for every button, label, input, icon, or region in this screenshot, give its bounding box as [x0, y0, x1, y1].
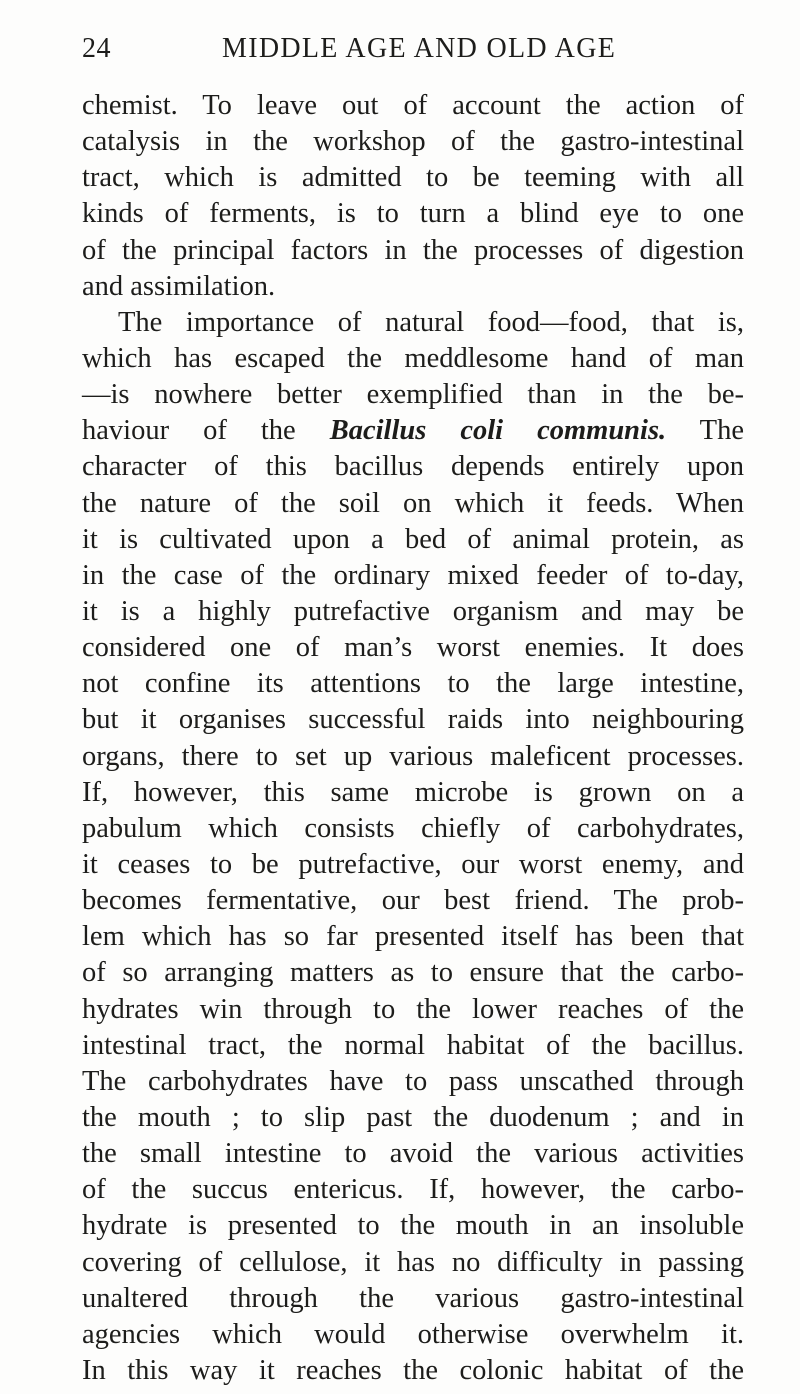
italic-species-name: Bacillus coli communis. [329, 415, 667, 447]
text-line: In this way it reaches the colonic habitat of the [82, 1354, 744, 1386]
text-line: considered one of man’s worst enemies. It does [82, 632, 744, 664]
text-line: agencies which would otherwise overwhelm it. [82, 1318, 744, 1350]
running-title: MIDDLE AGE AND OLD AGE [222, 33, 617, 64]
text-line: The carbohydrates have to pass unscathed through [82, 1065, 744, 1097]
text-line: it is cultivated upon a bed of animal protein, as [82, 523, 744, 555]
text-line: character of this bacillus depends entirely upon [82, 451, 744, 483]
text-line: which has escaped the meddlesome hand of man [82, 342, 744, 374]
body-text [82, 88, 744, 1389]
page-number: 24 [82, 33, 111, 64]
text-line: hydrates win through to the lower reaches of the [82, 993, 744, 1025]
text-run: The [666, 415, 744, 447]
text-line: tract, which is admitted to be teeming with all [82, 162, 744, 194]
text-line: the mouth ; to slip past the duodenum ; and in [82, 1101, 744, 1133]
text-line: not confine its attentions to the large intestine, [82, 668, 744, 700]
text-line: intestinal tract, the normal habitat of the bacillus. [82, 1029, 744, 1061]
text-line: organs, there to set up various maleficent processes. [82, 740, 744, 772]
text-line: of the succus entericus. If, however, the carbo- [82, 1174, 744, 1206]
text-line-with-italic [82, 413, 744, 449]
running-head [82, 33, 742, 73]
text-line: in the case of the ordinary mixed feeder of to-day, [82, 559, 744, 591]
text-line: chemist. To leave out of account the action of [82, 90, 744, 121]
text-line: of the principal factors in the processes of digestion [82, 234, 744, 266]
text-line: lem which has so far presented itself has been that [82, 921, 744, 953]
text-line: kinds of ferments, is to turn a blind eye to one [82, 198, 744, 230]
text-line: catalysis in the workshop of the gastro-intestinal [82, 126, 744, 158]
text-line: becomes fermentative, our best friend. The prob- [82, 885, 744, 917]
text-line: The importance of natural food—food, that is, [118, 306, 744, 338]
text-line: it is a highly putrefactive organism and may be [82, 595, 744, 627]
text-line: hydrate is presented to the mouth in an insoluble [82, 1210, 744, 1242]
text-line: covering of cellulose, it has no difficulty in passing [82, 1246, 744, 1278]
text-line: If, however, this same microbe is grown on a [82, 776, 744, 808]
text-run: haviour of the [82, 415, 330, 447]
text-line: unaltered through the various gastro-intestinal [82, 1282, 744, 1314]
text-line: of so arranging matters as to ensure that the carbo- [82, 957, 744, 989]
text-line: but it organises successful raids into neighbouring [82, 704, 744, 736]
text-line: the small intestine to avoid the various activities [82, 1138, 744, 1170]
text-line: it ceases to be putrefactive, our worst enemy, and [82, 848, 744, 880]
text-line: pabulum which consists chiefly of carbohydrates, [82, 812, 744, 844]
text-line: —is nowhere better exemplified than in the be- [82, 379, 744, 411]
text-line: the nature of the soil on which it feeds. When [82, 487, 744, 519]
text-line: and assimilation. [82, 270, 276, 302]
